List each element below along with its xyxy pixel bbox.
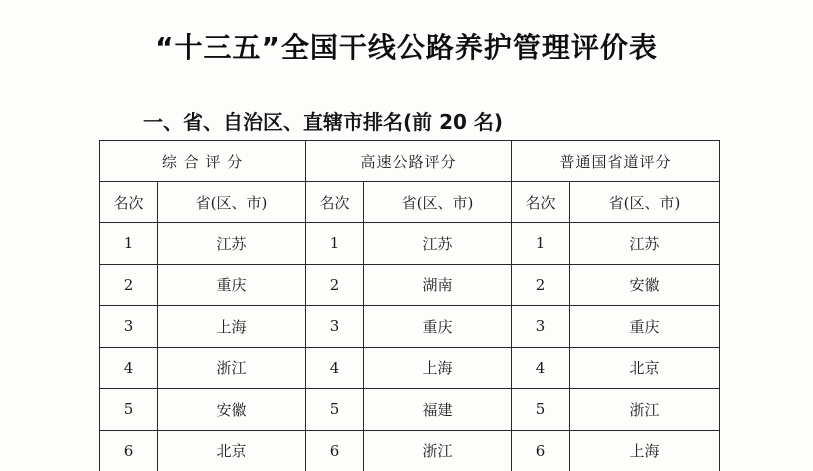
- rank-cell: 5: [100, 389, 158, 431]
- province-cell-national: 江苏: [570, 223, 720, 265]
- table-row: [100, 306, 720, 348]
- province-cell-expressway: 湖南: [364, 264, 512, 306]
- rank-cell: 6: [100, 430, 158, 471]
- column-header-rank: 名次: [306, 182, 364, 223]
- rank-cell: 4: [306, 347, 364, 389]
- group-header-row: [100, 141, 720, 182]
- table-row: [100, 223, 720, 265]
- province-cell-overall: 浙江: [158, 347, 306, 389]
- province-cell-expressway: 福建: [364, 389, 512, 431]
- province-cell-national: 重庆: [570, 306, 720, 348]
- rank-cell: 4: [100, 347, 158, 389]
- province-cell-overall: 上海: [158, 306, 306, 348]
- group-header-overall: 综 合 评 分: [100, 141, 306, 182]
- document-title: “十三五”全国干线公路养护管理评价表: [155, 31, 658, 64]
- province-cell-expressway: 江苏: [364, 223, 512, 265]
- rank-cell: 1: [512, 223, 570, 265]
- province-cell-expressway: 上海: [364, 347, 512, 389]
- rank-cell: 2: [306, 264, 364, 306]
- rank-cell: 5: [306, 389, 364, 431]
- column-header-rank: 名次: [512, 182, 570, 223]
- table-row: [100, 389, 720, 431]
- table-row: [100, 347, 720, 389]
- rank-cell: 5: [512, 389, 570, 431]
- province-cell-overall: 重庆: [158, 264, 306, 306]
- province-cell-national: 安徽: [570, 264, 720, 306]
- group-header-national-provincial: 普通国省道评分: [512, 141, 720, 182]
- rank-cell: 1: [100, 223, 158, 265]
- rank-cell: 4: [512, 347, 570, 389]
- rank-cell: 2: [512, 264, 570, 306]
- rank-cell: 1: [306, 223, 364, 265]
- column-header-province: 省(区、市): [158, 182, 306, 223]
- province-cell-overall: 北京: [158, 430, 306, 471]
- ranking-table: [99, 140, 720, 471]
- province-cell-overall: 江苏: [158, 223, 306, 265]
- rank-cell: 3: [306, 306, 364, 348]
- sub-header-row: [100, 182, 720, 223]
- province-cell-expressway: 重庆: [364, 306, 512, 348]
- group-header-expressway: 高速公路评分: [306, 141, 512, 182]
- table-row: [100, 264, 720, 306]
- rank-cell: 3: [100, 306, 158, 348]
- province-cell-overall: 安徽: [158, 389, 306, 431]
- table-row: [100, 430, 720, 471]
- section-heading: 一、省、自治区、直辖市排名(前 20 名): [143, 110, 504, 134]
- rank-cell: 3: [512, 306, 570, 348]
- province-cell-national: 浙江: [570, 389, 720, 431]
- column-header-rank: 名次: [100, 182, 158, 223]
- province-cell-national: 北京: [570, 347, 720, 389]
- province-cell-expressway: 浙江: [364, 430, 512, 471]
- column-header-province: 省(区、市): [570, 182, 720, 223]
- province-cell-national: 上海: [570, 430, 720, 471]
- rank-cell: 6: [306, 430, 364, 471]
- rank-cell: 6: [512, 430, 570, 471]
- rank-cell: 2: [100, 264, 158, 306]
- column-header-province: 省(区、市): [364, 182, 512, 223]
